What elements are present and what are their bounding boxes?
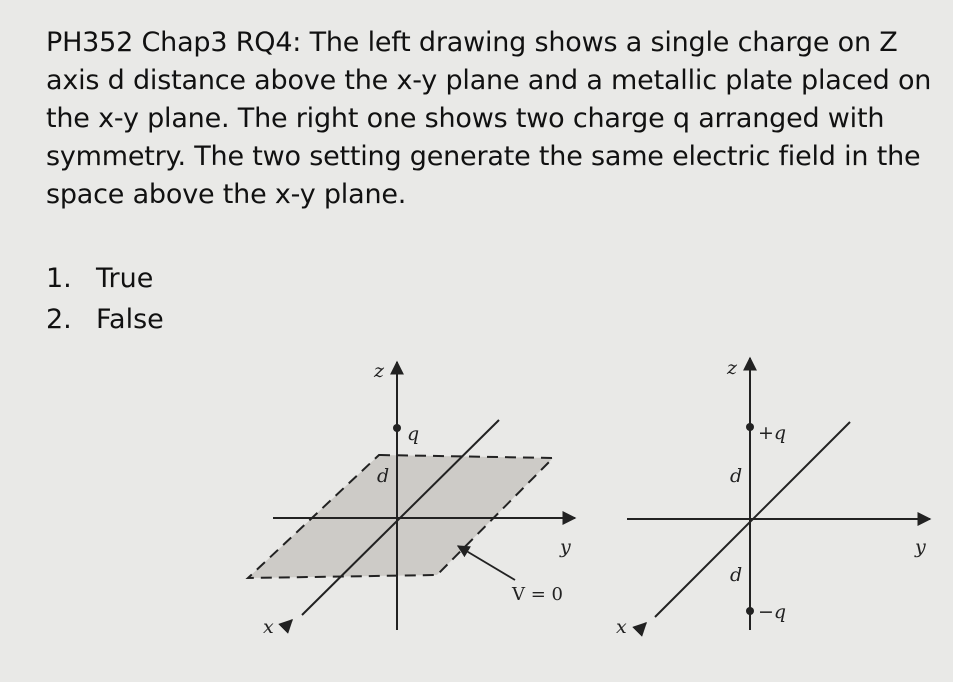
question-text: PH352 Chap3 RQ4: The left drawing shows a single charge on Z axis d distance above the x-y plane and a metallic plate placed on the x-y plane. The right one shows two charge q arranged with symmetry. The two setting generate the same electric field in the space above the x-y plane. bbox=[46, 27, 932, 210]
negative-charge-point bbox=[746, 607, 754, 615]
z-axis-label: z bbox=[727, 357, 738, 379]
z-axis-label: z bbox=[374, 360, 385, 382]
left-figure bbox=[248, 360, 575, 638]
positive-charge-label: +q bbox=[758, 422, 787, 444]
plate-potential-label: V = 0 bbox=[512, 584, 563, 605]
distance-top-label: d bbox=[730, 465, 743, 487]
y-axis-label: y bbox=[915, 536, 926, 558]
negative-charge-label: −q bbox=[758, 601, 787, 623]
positive-charge-point bbox=[746, 423, 754, 431]
charge-point bbox=[393, 424, 401, 432]
distance-bottom-label: d bbox=[730, 564, 743, 586]
option-label: True bbox=[96, 263, 154, 294]
x-axis-arrow bbox=[288, 620, 292, 624]
option-number: 1. bbox=[46, 263, 72, 294]
charge-label: q bbox=[407, 423, 420, 445]
x-axis-label: x bbox=[616, 616, 627, 638]
x-axis-label: x bbox=[263, 616, 274, 638]
option-label: False bbox=[96, 304, 164, 335]
y-axis-label: y bbox=[560, 536, 571, 558]
right-figure bbox=[616, 357, 930, 638]
x-axis-arrow bbox=[642, 623, 646, 627]
plate-pointer-arrow bbox=[458, 546, 515, 580]
distance-label: d bbox=[377, 465, 390, 487]
option-number: 2. bbox=[46, 304, 72, 335]
